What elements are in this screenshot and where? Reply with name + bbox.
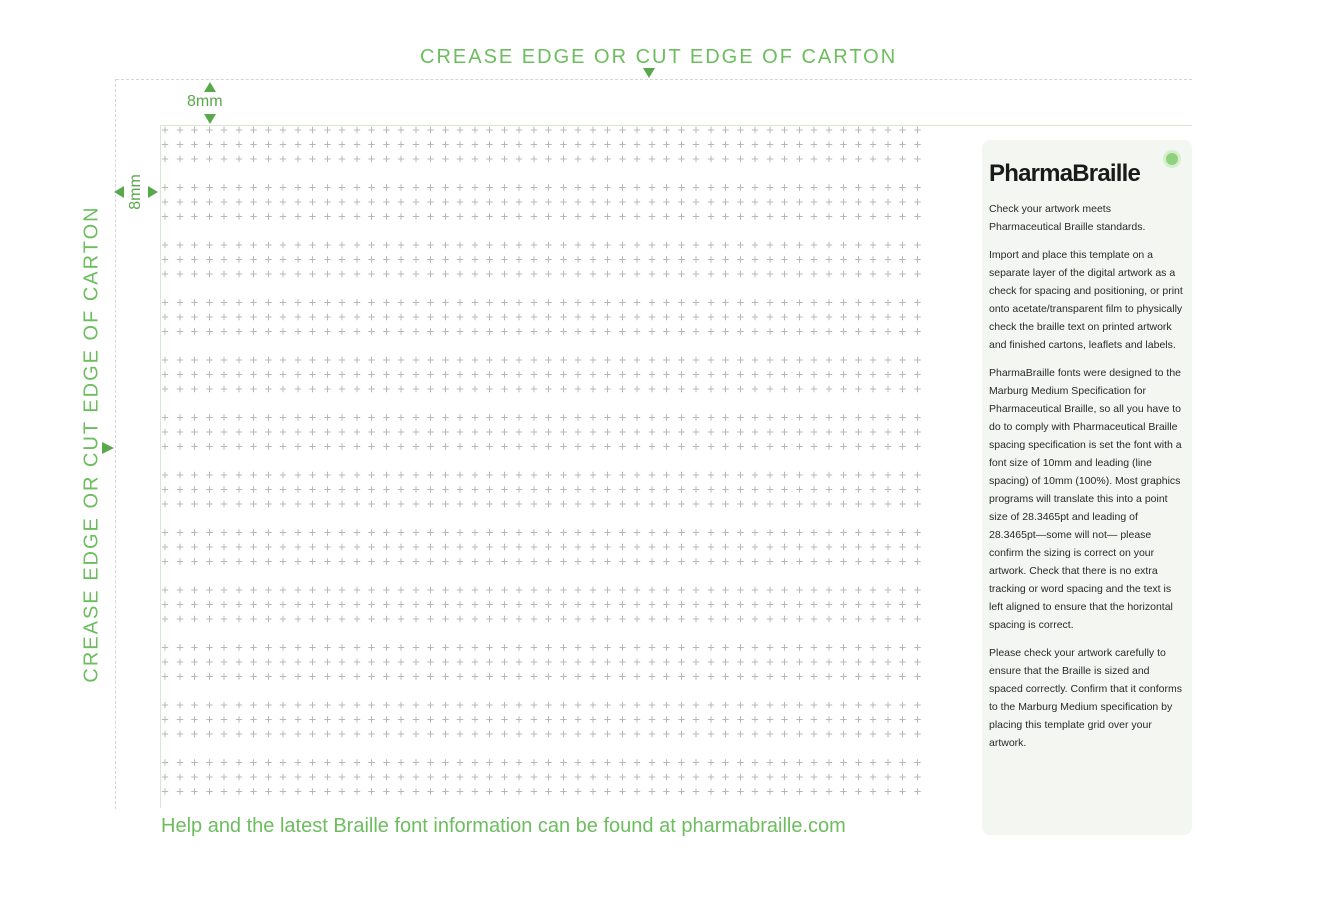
footer-help-text: Help and the latest Braille font information can be found at pharmabraille.com: [161, 815, 846, 837]
panel-paragraph: Import and place this template on a separate layer of the digital artwork as a check for spacing and positioning, or print onto acetate/transparent film to physically check the braille text on printed artwork and finished cartons, leaflets and labels.: [989, 249, 1183, 351]
top-offset-label: 8mm: [187, 93, 223, 110]
side-offset-label: 8mm: [127, 174, 144, 210]
braille-dot-marks: [162, 127, 921, 795]
panel-paragraph: PharmaBraille fonts were designed to the Marburg Medium Specification for Pharmaceutical Braille, so all you have to do to comply with Pharmaceutical Braille spacing specification is set the font with a font size of 10mm and leading (line spacing) of 10mm (100%). Most graphics programs will translate this into a point size of 28.3465pt and leading of 28.3465pt—some will not— please confirm the sizing is correct on your artwork. Check that there is no extra tracking or word spacing and the text is left aligned to ensure that the horizontal spacing is correct.: [989, 367, 1182, 631]
panel-paragraph: Check your artwork meets Pharmaceutical Braille standards.: [989, 203, 1146, 233]
panel-paragraph: Please check your artwork carefully to ensure that the Braille is sized and spaced correctly. Confirm that it conforms to the Marburg Medium specification by placing this template grid over your artwork.: [989, 647, 1182, 749]
side-edge-label: CREASE EDGE OR CUT EDGE OF CARTON: [80, 205, 103, 683]
brand-dot-icon: [1166, 153, 1178, 165]
top-edge-label: CREASE EDGE OR CUT EDGE OF CARTON: [420, 46, 898, 68]
info-panel: [982, 140, 1192, 835]
brand-logo: PharmaBraille: [989, 160, 1141, 187]
